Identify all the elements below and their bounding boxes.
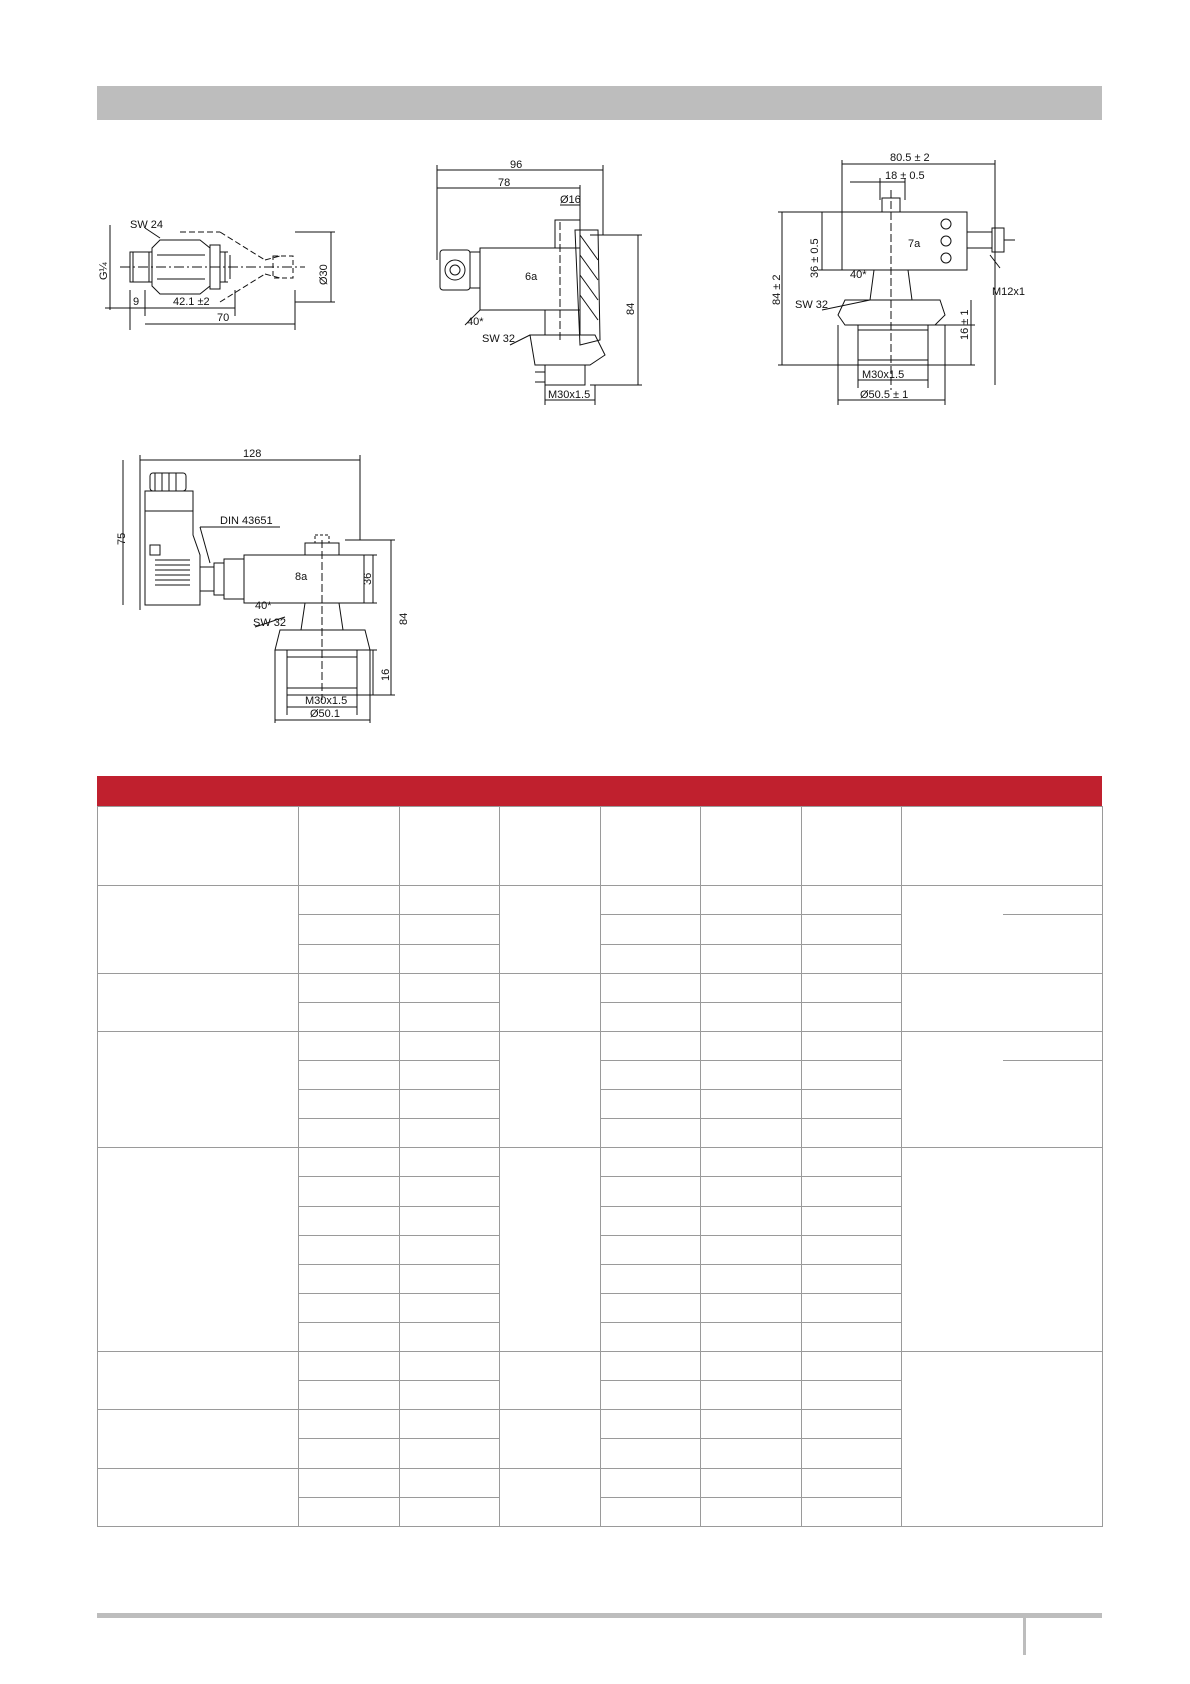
table-row bbox=[98, 973, 1103, 1002]
drawing-8a-connector: DIN 43651 bbox=[220, 515, 273, 527]
table-header-row bbox=[98, 807, 1103, 886]
drawing-7a-dim-16: 16 ± 1 bbox=[959, 309, 971, 340]
drawing-7a-dim-18: 18 ± 0.5 bbox=[885, 170, 925, 182]
table-cell bbox=[400, 1293, 500, 1322]
table-cell bbox=[299, 886, 400, 915]
table-header-cell bbox=[500, 807, 601, 886]
drawing-8a-angle: 40* bbox=[255, 600, 272, 612]
table-cell bbox=[701, 1264, 802, 1293]
drawing-7a-dim-width: 80.5 ± 2 bbox=[890, 152, 930, 164]
table-cell bbox=[601, 1322, 701, 1351]
drawing-8a-thread: M30x1.5 bbox=[305, 695, 348, 707]
drawing-g14-thread-label: G¼ bbox=[98, 262, 110, 280]
table-cell bbox=[1003, 915, 1103, 973]
table-cell bbox=[601, 1410, 701, 1439]
drawing-8a-dim-128: 128 bbox=[243, 448, 262, 460]
drawing-6a-label: 6a bbox=[525, 271, 538, 283]
table-cell bbox=[601, 1002, 701, 1031]
table-cell bbox=[802, 915, 902, 944]
drawing-6a-thread: M30x1.5 bbox=[548, 389, 591, 401]
drawing-7a-hex: SW 32 bbox=[795, 299, 829, 311]
table-cell bbox=[701, 1468, 802, 1497]
table-cell bbox=[400, 1322, 500, 1351]
drawing-7a-dim-84: 84 ± 2 bbox=[771, 274, 783, 305]
drawing-g14-dia-label: Ø30 bbox=[318, 264, 330, 285]
table-cell bbox=[601, 1235, 701, 1264]
table-cell bbox=[601, 1468, 701, 1497]
table-cell bbox=[701, 1381, 802, 1410]
table-cell bbox=[802, 886, 902, 915]
table-cell bbox=[500, 1468, 601, 1526]
table-cell bbox=[299, 1235, 400, 1264]
table-cell bbox=[601, 1177, 701, 1206]
table-cell bbox=[1003, 886, 1103, 915]
table-cell bbox=[601, 886, 701, 915]
table-cell bbox=[802, 1410, 902, 1439]
table-cell bbox=[500, 1410, 601, 1468]
table-cell bbox=[400, 1206, 500, 1235]
drawing-g14-dim-9: 9 bbox=[133, 296, 140, 308]
table-cell bbox=[299, 1090, 400, 1119]
table-cell bbox=[601, 1060, 701, 1089]
spec-table bbox=[97, 806, 1103, 1527]
table-cell bbox=[1003, 1060, 1103, 1147]
table-cell bbox=[98, 1148, 299, 1352]
table-cell bbox=[902, 1148, 1103, 1352]
table-cell bbox=[400, 1439, 500, 1468]
drawing-g14-dim-70: 70 bbox=[217, 312, 230, 324]
table-cell bbox=[802, 1497, 902, 1526]
table-cell bbox=[802, 1381, 902, 1410]
table-cell bbox=[299, 1352, 400, 1381]
drawing-7a-svg bbox=[770, 150, 1040, 415]
table-cell bbox=[701, 1410, 802, 1439]
table-cell bbox=[601, 1381, 701, 1410]
drawing-g14-switch bbox=[98, 210, 345, 340]
table-cell bbox=[400, 886, 500, 915]
table-cell bbox=[500, 1031, 601, 1147]
table-cell bbox=[701, 1352, 802, 1381]
drawing-8a-dim-16: 16 bbox=[380, 668, 392, 681]
drawing-8a-dim-36: 36 bbox=[362, 572, 374, 585]
table-cell bbox=[601, 1264, 701, 1293]
table-row bbox=[98, 1031, 1103, 1060]
drawing-6a-height: 84 bbox=[625, 302, 637, 315]
table-cell bbox=[802, 1468, 902, 1497]
table-cell bbox=[902, 973, 1103, 1031]
table-cell bbox=[701, 1322, 802, 1351]
table-cell bbox=[802, 973, 902, 1002]
table-cell bbox=[802, 944, 902, 973]
table-cell bbox=[601, 1206, 701, 1235]
table-cell bbox=[299, 1322, 400, 1351]
table-cell bbox=[802, 1031, 902, 1060]
table-cell bbox=[802, 1322, 902, 1351]
table-row bbox=[98, 1352, 1103, 1381]
drawing-6a-dim-96: 96 bbox=[510, 159, 523, 171]
drawing-6a-dim-78: 78 bbox=[498, 177, 511, 189]
table-cell bbox=[299, 1381, 400, 1410]
table-cell bbox=[701, 1060, 802, 1089]
table-cell bbox=[601, 944, 701, 973]
table-cell bbox=[601, 1352, 701, 1381]
table-cell bbox=[400, 915, 500, 944]
drawing-7a-connector: M12x1 bbox=[992, 286, 1026, 298]
table-cell bbox=[299, 1002, 400, 1031]
table-cell bbox=[400, 1119, 500, 1148]
table-header-cell bbox=[802, 807, 902, 886]
drawing-7a-dim-36: 36 ± 0.5 bbox=[809, 238, 821, 278]
table-cell bbox=[299, 1410, 400, 1439]
table-cell bbox=[98, 1352, 299, 1410]
table-cell bbox=[601, 1293, 701, 1322]
table-cell bbox=[701, 1002, 802, 1031]
table-cell bbox=[98, 1468, 299, 1526]
table-cell bbox=[98, 973, 299, 1031]
table-cell bbox=[701, 1119, 802, 1148]
table-cell bbox=[701, 973, 802, 1002]
table-header-cell bbox=[601, 807, 701, 886]
table-cell bbox=[601, 973, 701, 1002]
table-cell bbox=[601, 1031, 701, 1060]
table-cell bbox=[802, 1439, 902, 1468]
table-cell bbox=[98, 886, 299, 973]
drawing-6a-svg bbox=[430, 160, 650, 410]
table-cell bbox=[400, 1235, 500, 1264]
table-cell bbox=[400, 1352, 500, 1381]
drawing-7a-dia: Ø50.5 ± 1 bbox=[860, 389, 909, 401]
drawing-7a-label: 7a bbox=[908, 238, 921, 250]
table-cell bbox=[299, 1497, 400, 1526]
table-header-cell bbox=[98, 807, 299, 886]
table-cell bbox=[701, 1177, 802, 1206]
table-cell bbox=[601, 1119, 701, 1148]
table-cell bbox=[701, 915, 802, 944]
table-cell bbox=[299, 1264, 400, 1293]
table-cell bbox=[601, 1090, 701, 1119]
table-cell bbox=[802, 1293, 902, 1322]
table-row bbox=[98, 886, 1103, 915]
table-cell bbox=[400, 1177, 500, 1206]
table-cell bbox=[701, 1206, 802, 1235]
table-cell bbox=[400, 944, 500, 973]
drawing-g14-dim-42: 42.1 ±2 bbox=[173, 296, 210, 308]
table-cell bbox=[802, 1060, 902, 1089]
table-cell bbox=[299, 1119, 400, 1148]
drawing-8a-hex: SW 32 bbox=[253, 617, 287, 629]
table-cell bbox=[500, 973, 601, 1031]
drawing-8a-dia: Ø50.1 bbox=[310, 708, 340, 720]
table-cell bbox=[299, 1439, 400, 1468]
table-cell bbox=[400, 1090, 500, 1119]
drawing-6a bbox=[430, 160, 650, 410]
table-cell bbox=[299, 1177, 400, 1206]
table-cell bbox=[601, 1439, 701, 1468]
table-cell bbox=[802, 1177, 902, 1206]
table-row bbox=[98, 1148, 1103, 1177]
drawing-6a-dim-d16: Ø16 bbox=[560, 194, 581, 206]
table-cell bbox=[500, 1148, 601, 1352]
drawing-6a-angle: 40* bbox=[467, 316, 484, 328]
table-cell bbox=[400, 1497, 500, 1526]
table-cell bbox=[701, 1439, 802, 1468]
table-cell bbox=[802, 1002, 902, 1031]
table-cell bbox=[98, 1031, 299, 1147]
drawing-8a-dim-84: 84 bbox=[398, 612, 410, 625]
table-header-bar bbox=[97, 776, 1102, 806]
table-cell bbox=[701, 886, 802, 915]
drawing-8a-label: 8a bbox=[295, 571, 308, 583]
drawing-g14-hex-label: SW 24 bbox=[130, 219, 164, 231]
table-cell bbox=[400, 1264, 500, 1293]
table-cell bbox=[299, 1293, 400, 1322]
footer-divider bbox=[1023, 1618, 1026, 1655]
drawing-g14-svg bbox=[98, 210, 345, 340]
table-header-cell bbox=[701, 807, 802, 886]
table-cell bbox=[802, 1206, 902, 1235]
table-cell bbox=[701, 944, 802, 973]
table-header-cell bbox=[902, 807, 1103, 886]
drawing-8a bbox=[115, 445, 425, 720]
table-cell bbox=[400, 1410, 500, 1439]
table-cell bbox=[701, 1031, 802, 1060]
table-cell bbox=[902, 1031, 1003, 1147]
table-cell bbox=[802, 1119, 902, 1148]
table-cell bbox=[701, 1235, 802, 1264]
table-cell bbox=[400, 1060, 500, 1089]
table-cell bbox=[701, 1090, 802, 1119]
table-cell bbox=[299, 1468, 400, 1497]
table-cell bbox=[400, 1148, 500, 1177]
table-cell bbox=[802, 1235, 902, 1264]
table-cell bbox=[299, 1206, 400, 1235]
table-header-cell bbox=[400, 807, 500, 886]
table-cell bbox=[299, 944, 400, 973]
drawing-7a bbox=[770, 150, 1040, 415]
table-cell bbox=[802, 1352, 902, 1381]
table-cell bbox=[701, 1293, 802, 1322]
table-cell bbox=[701, 1497, 802, 1526]
table-cell bbox=[500, 886, 601, 973]
table-header-cell bbox=[299, 807, 400, 886]
table-cell bbox=[701, 1148, 802, 1177]
drawing-7a-thread: M30x1.5 bbox=[862, 369, 905, 381]
table-cell bbox=[902, 1352, 1103, 1527]
table-cell bbox=[299, 915, 400, 944]
table-cell bbox=[902, 886, 1003, 973]
table-cell bbox=[802, 1090, 902, 1119]
table-cell bbox=[601, 915, 701, 944]
table-cell bbox=[299, 1148, 400, 1177]
drawing-8a-dim-75: 75 bbox=[116, 532, 128, 545]
table-cell bbox=[400, 1468, 500, 1497]
table-cell bbox=[299, 1060, 400, 1089]
drawing-7a-angle: 40* bbox=[850, 269, 867, 281]
drawing-8a-svg bbox=[115, 445, 425, 720]
table-cell bbox=[1003, 1031, 1103, 1060]
table-cell bbox=[400, 1002, 500, 1031]
page-header-bar bbox=[97, 86, 1102, 120]
table-cell bbox=[400, 1031, 500, 1060]
table-cell bbox=[802, 1148, 902, 1177]
table-cell bbox=[802, 1264, 902, 1293]
table-cell bbox=[299, 973, 400, 1002]
drawing-6a-hex: SW 32 bbox=[482, 333, 516, 345]
table-cell bbox=[400, 973, 500, 1002]
table-cell bbox=[400, 1381, 500, 1410]
table-cell bbox=[98, 1410, 299, 1468]
footer-rule bbox=[97, 1613, 1102, 1618]
table-cell bbox=[601, 1497, 701, 1526]
table-cell bbox=[500, 1352, 601, 1410]
table-cell bbox=[601, 1148, 701, 1177]
table-cell bbox=[299, 1031, 400, 1060]
